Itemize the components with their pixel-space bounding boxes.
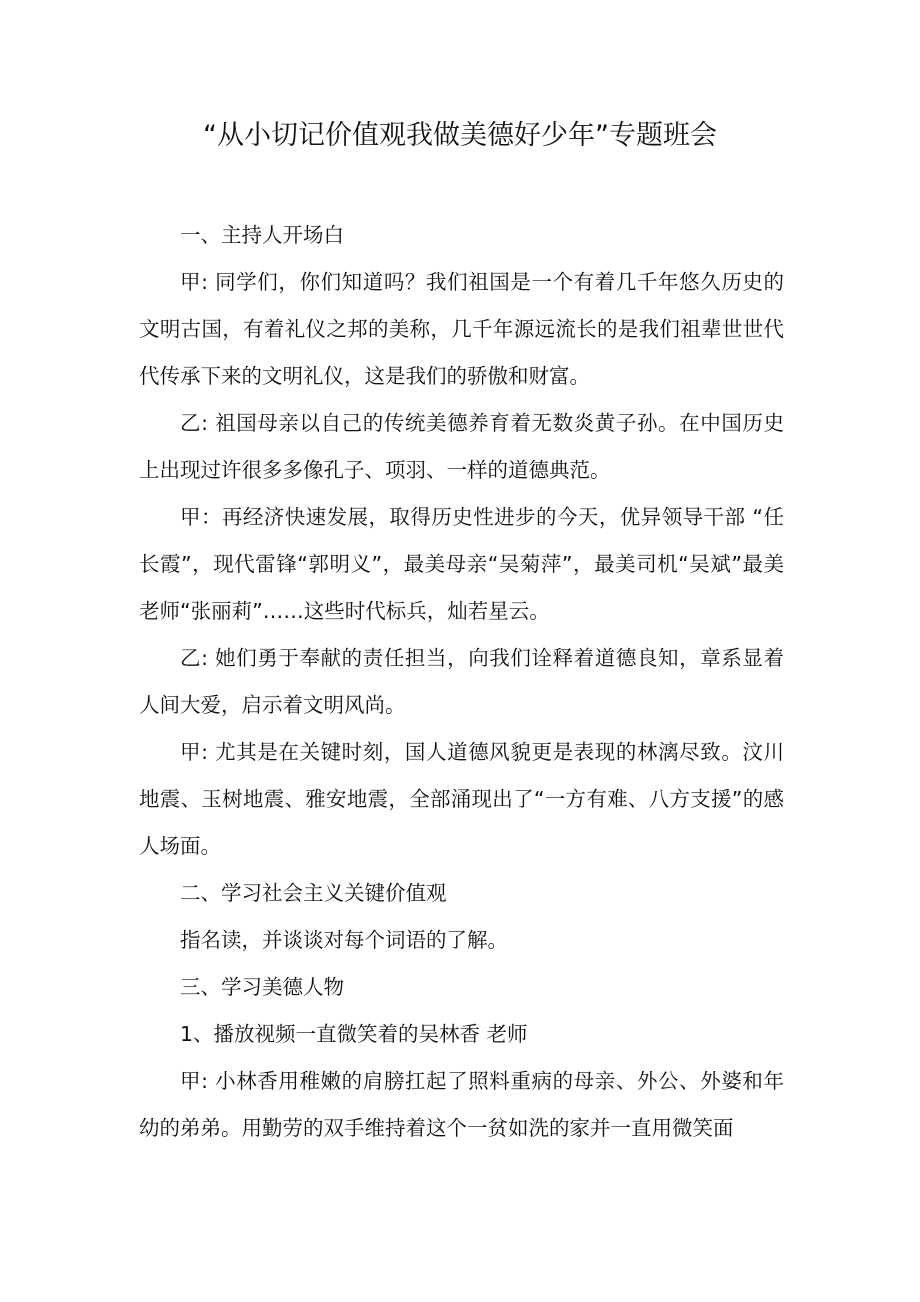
document-title: “从小切记价值观我做美德好少年”专题班会 [203,120,717,151]
paragraph-yi-1: 乙: 祖国母亲以自己的传统美德养育着无数炎黄子孙。在中国历史上出现过许很多多像孔子、项羽、一样的道德典范。 [139,411,784,482]
section-heading-values: 二、学习社会主义关键价值观 [180,881,447,905]
document-body [139,212,784,1152]
paragraph-jia-2: 甲：再经济快速发展，取得历史性进步的今天，优异领导干部 “任长霞”，现代雷锋“郭明义”，最美母亲“吴菊萍”，最美司机“吴斌”最美老师“张丽莉”……这些时代标兵，灿若星云。 [139,505,784,623]
paragraph-jia-3: 甲: 尤其是在关键时刻，国人道德风貌更是表现的林漓尽致。汶川地震、玉树地震、雅安地震，全部涌现出了“一方有难、八方支援”的感人场面。 [139,740,784,858]
section-heading-role-models: 三、学习美德人物 [180,975,344,999]
paragraph-video-item: 1、播放视频一直微笑着的吴林香 老师 [180,1022,528,1046]
paragraph-instruction: 指名读，并谈谈对每个词语的了解。 [180,928,508,952]
paragraph-jia-4: 甲: 小林香用稚嫩的肩膀扛起了照料重病的母亲、外公、外婆和年幼的弟弟。用勤劳的双手维持着这个一贫如洗的家并一直用微笑面 [139,1069,784,1140]
section-heading-opening: 一、主持人开场白 [180,223,344,247]
paragraph-yi-2: 乙: 她们勇于奉献的责任担当，向我们诠释着道德良知，章系显着人间大爱，启示着文明风尚。 [139,646,784,717]
paragraph-jia-1: 甲: 同学们，你们知道吗？我们祖国是一个有着几千年悠久历史的文明古国，有着礼仪之邦的美称，几千年源远流长的是我们祖辈世世代代传承下来的文明礼仪，这是我们的骄傲和财富。 [139,270,784,388]
